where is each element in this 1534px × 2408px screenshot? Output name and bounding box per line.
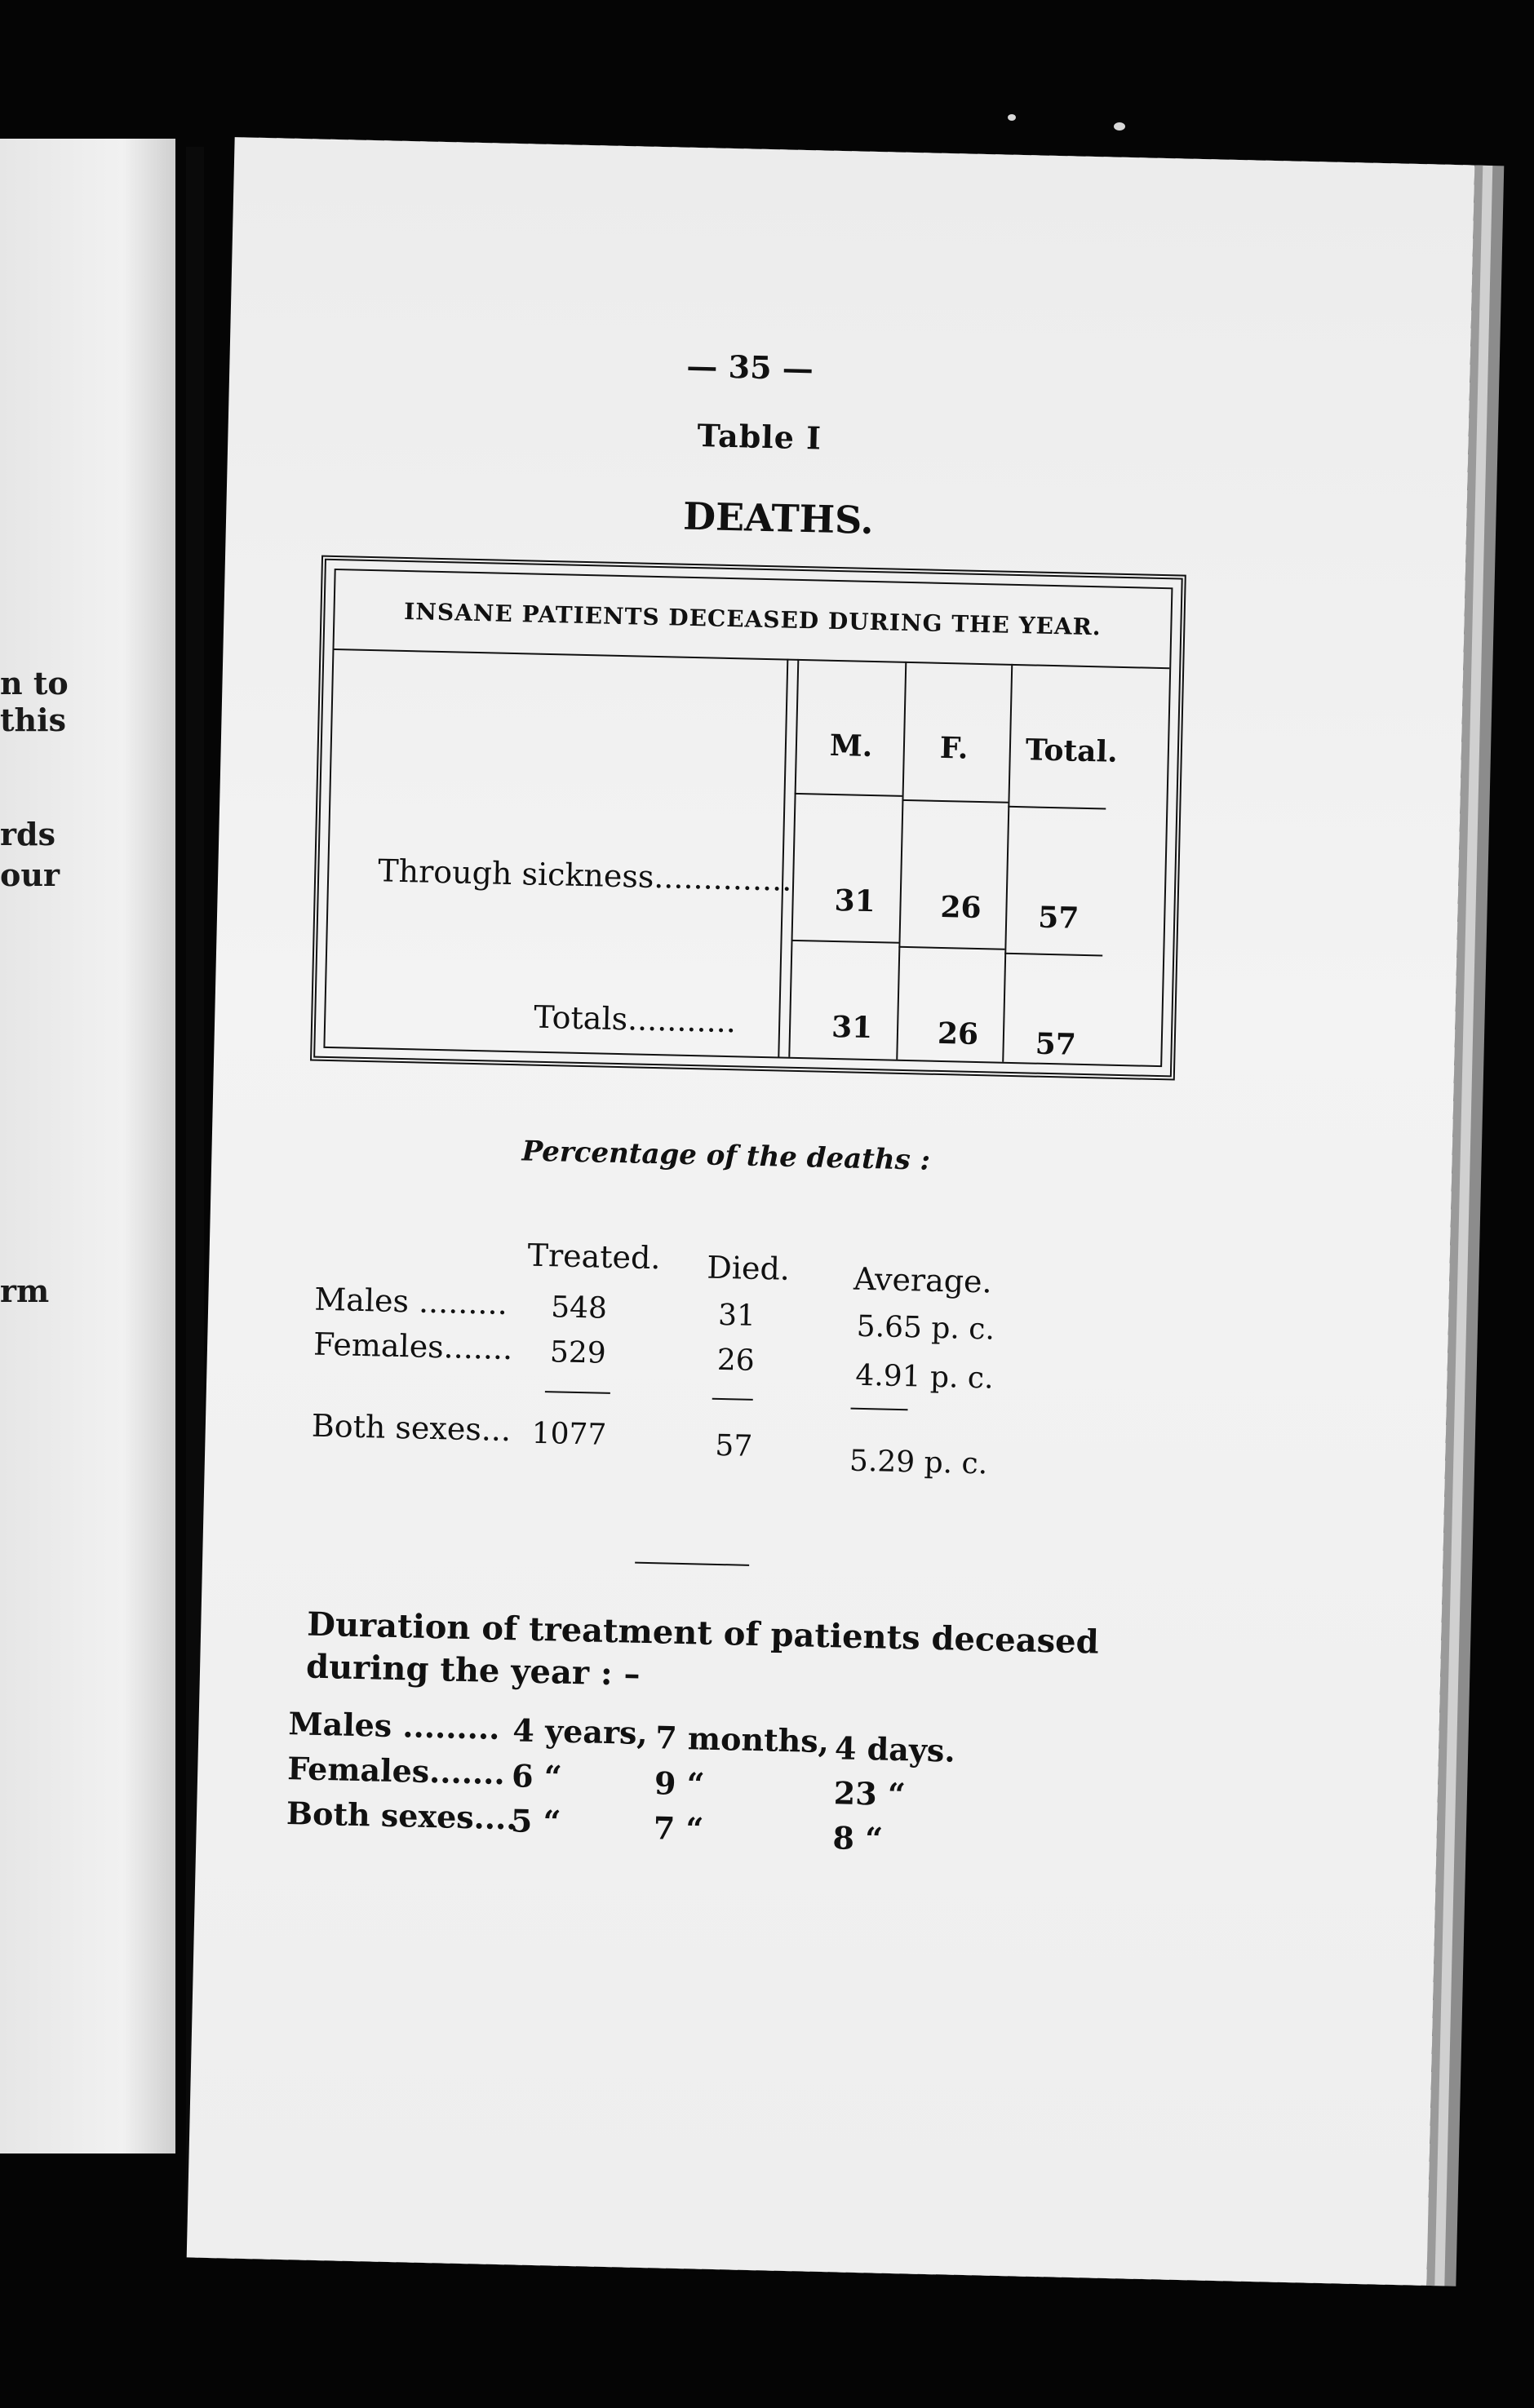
pct-row-label-both: Both sexes... <box>311 1407 512 1449</box>
pct-females-treated: 529 <box>549 1335 607 1370</box>
pct-both-average: 5.29 p. c. <box>849 1444 988 1481</box>
column-divider <box>778 659 788 1057</box>
cell-rule <box>898 946 1004 950</box>
dur-row-label-females: Females....... <box>286 1750 506 1792</box>
pct-both-died: 57 <box>714 1428 753 1463</box>
left-page-fragment: n to <box>0 665 69 702</box>
dur-row-label-both: Both sexes.... <box>286 1795 518 1837</box>
column-header-m: M. <box>829 728 873 764</box>
table-title: Table I <box>697 417 822 457</box>
column-header-f: F. <box>939 730 969 766</box>
duration-title: Duration of treatment of patients deceased during the year : – <box>305 1605 1100 1693</box>
dur-row-label-males: Males ......... <box>288 1705 501 1746</box>
row-label-totals: Totals........... <box>533 998 737 1040</box>
cell-totals-total: 57 <box>1035 1026 1077 1062</box>
cell-rule <box>791 940 899 944</box>
cell-rule <box>902 799 1008 803</box>
sum-rule <box>545 1391 610 1394</box>
column-header-average: Average. <box>853 1260 993 1300</box>
column-header-treated: Treated. <box>527 1237 661 1277</box>
section-title: DEATHS. <box>682 494 875 542</box>
cell-totals-f: 26 <box>937 1016 979 1052</box>
pct-row-label-females: Females....... <box>313 1326 513 1367</box>
column-divider <box>896 662 907 1060</box>
pct-row-label-males: Males ......... <box>313 1281 508 1322</box>
cell-sickness-total: 57 <box>1037 900 1080 936</box>
cell-rule <box>1008 806 1106 810</box>
dur-both-days: 8 “ <box>832 1819 884 1857</box>
page-number: — 35 — <box>685 347 814 387</box>
left-page-fragment: our <box>0 857 60 893</box>
pct-males-treated: 548 <box>550 1290 608 1326</box>
document-page <box>187 137 1475 2286</box>
scan-speck <box>1114 122 1125 131</box>
sum-rule <box>851 1408 908 1411</box>
pct-both-treated: 1077 <box>531 1416 607 1452</box>
pct-males-died: 31 <box>717 1298 756 1333</box>
scan-speck <box>1008 114 1016 121</box>
pct-males-average: 5.65 p. c. <box>856 1309 995 1347</box>
deaths-table-inner <box>323 569 1173 1067</box>
sum-rule <box>712 1398 753 1401</box>
dur-females-years: 6 “ <box>511 1757 563 1795</box>
column-header-died: Died. <box>706 1249 791 1287</box>
dur-males-years: 4 years, <box>512 1711 649 1752</box>
column-divider <box>788 659 799 1057</box>
column-header-total: Total. <box>1025 733 1119 769</box>
dur-both-months: 7 “ <box>653 1809 704 1848</box>
pct-females-average: 4.91 p. c. <box>854 1358 995 1396</box>
section-divider <box>635 1562 749 1566</box>
left-facing-page <box>0 139 175 2153</box>
pct-females-died: 26 <box>716 1343 756 1378</box>
cell-sickness-m: 31 <box>834 883 876 919</box>
dur-females-days: 23 “ <box>833 1774 907 1813</box>
cell-totals-m: 31 <box>831 1009 873 1046</box>
cell-rule <box>1004 953 1102 957</box>
left-page-fragment: this <box>0 702 67 738</box>
cell-rule <box>795 793 902 797</box>
table-header: INSANE PATIENTS DECEASED DURING THE YEAR. <box>334 570 1171 669</box>
dur-males-days: 4 days. <box>834 1729 956 1769</box>
dur-both-years: 5 “ <box>510 1802 561 1840</box>
dur-females-months: 9 “ <box>654 1764 706 1803</box>
left-page-fragment: rm <box>0 1273 50 1309</box>
dur-males-months: 7 months, <box>654 1719 830 1760</box>
deaths-table <box>310 556 1186 1081</box>
row-label-sickness: Through sickness.............. <box>377 852 792 898</box>
column-divider <box>1002 664 1013 1062</box>
percentage-title: Percentage of the deaths : <box>521 1135 931 1177</box>
left-page-fragment: rds <box>0 816 55 852</box>
cell-sickness-f: 26 <box>940 889 982 926</box>
